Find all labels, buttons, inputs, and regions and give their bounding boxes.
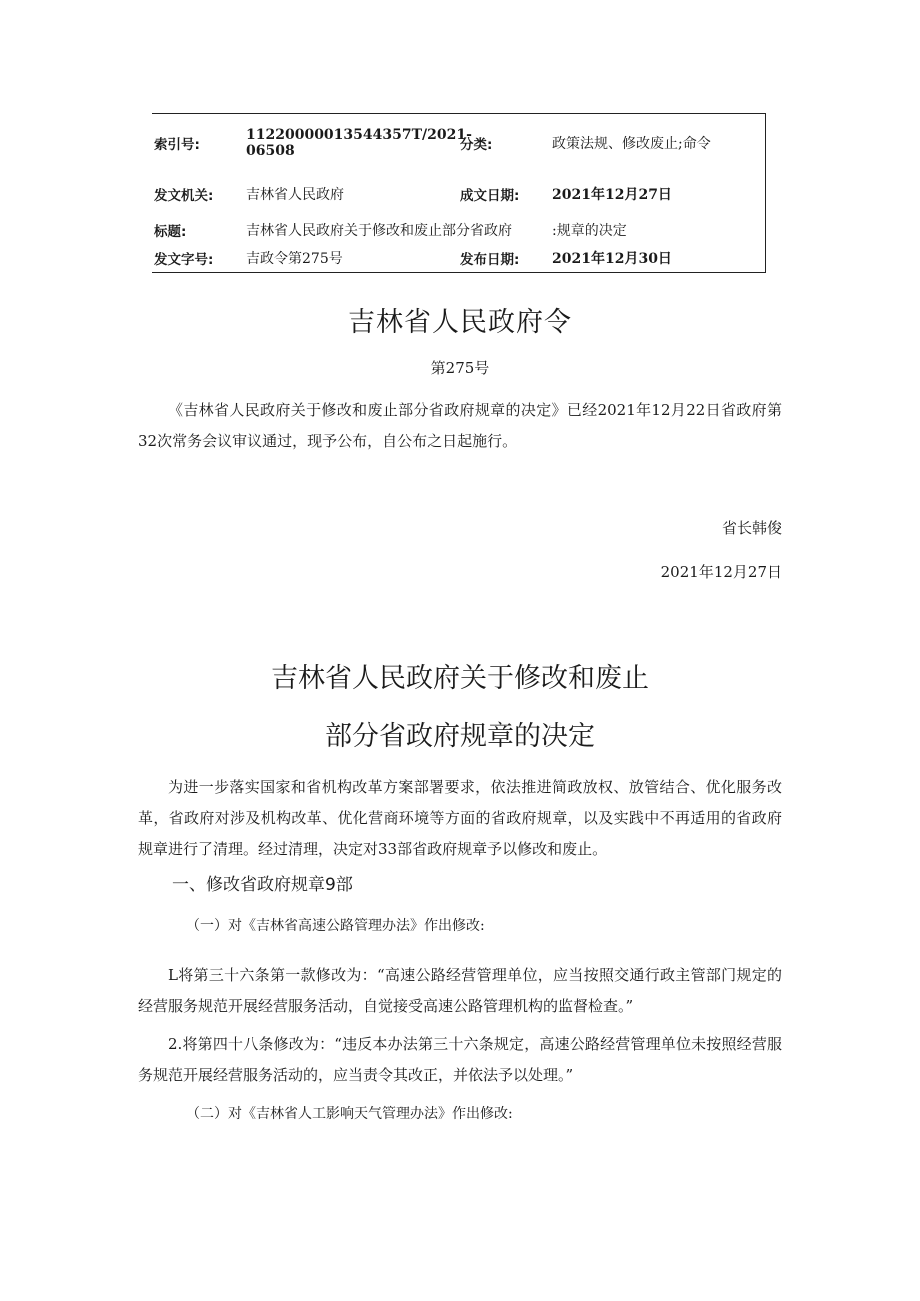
category-label: 分类: [458, 114, 550, 172]
signer: 省长韩俊 [721, 519, 782, 537]
publish-date-value: 2021年12月30日 [550, 244, 765, 273]
decree-intro: 《吉林省人民政府关于修改和废止部分省政府规章的决定》已经2021年12月22日省政府第32次常务会议审议通过，现予公布，自公布之日起施行。 [138, 401, 782, 450]
subsection-2: （二）对《吉林省人工影响天气管理办法》作出修改: [186, 1106, 513, 1122]
item-1: L将第三十六条第一款修改为：“高速公路经营管理单位，应当按照交通行政主管部门规定的经营服务规范开展经营服务活动，自觉接受高速公路管理机构的监督检查。” [138, 966, 782, 1015]
doc-no-value: 吉政令第275号 [244, 244, 458, 273]
metadata-table [152, 113, 766, 273]
subsection-1: （一）对《吉林省高速公路管理办法》作出修改: [186, 918, 485, 934]
title-value [244, 216, 550, 244]
publish-date-label: 发布日期: [458, 244, 550, 273]
index-value: 11220000013544357T/2021-06508 [244, 114, 458, 172]
doc-no-label: 发文字号: [152, 244, 244, 273]
title-label: 标题: [154, 224, 187, 240]
item-2: 2.将第四十八条修改为：“违反本办法第三十六条规定，高速公路经营管理单位未按照经营服务规范开展经营服务活动的，应当责令其改正，并依法予以处理。” [138, 1035, 782, 1084]
index-label: 索引号: [152, 114, 244, 172]
section-heading-1: 一、修改省政府规章9部 [172, 875, 353, 895]
category-value: 政策法规、修改废止;命令 [550, 114, 765, 172]
title-value-part-a: 吉林省人民政府关于修改和废止部分省政府 [246, 223, 512, 239]
issuer-label: 发文机关: [154, 187, 214, 204]
written-date-label: 成文日期: [460, 187, 520, 204]
written-date-value: 2021年12月27日 [550, 171, 765, 216]
title-value-part-b: :规章的决定 [550, 216, 765, 244]
decree-title: 吉林省人民政府令 [348, 307, 572, 338]
decision-title-line2: 部分省政府规章的决定 [325, 721, 595, 752]
decision-preamble: 为进一步落实国家和省机构改革方案部署要求，依法推进简政放权、放管结合、优化服务改革，省政府对涉及机构改革、优化营商环境等方面的省政府规章，以及实践中不再适用的省政府规章进行了清理。经过清理，决定对33部省政府规章予以修改和废止。 [138, 778, 782, 858]
decision-title-line1: 吉林省人民政府关于修改和废止 [271, 663, 649, 694]
issuer-value: 吉林省人民政府 [246, 186, 344, 203]
sign-date: 2021年12月27日 [660, 563, 782, 581]
decree-number: 第275号 [430, 359, 490, 377]
